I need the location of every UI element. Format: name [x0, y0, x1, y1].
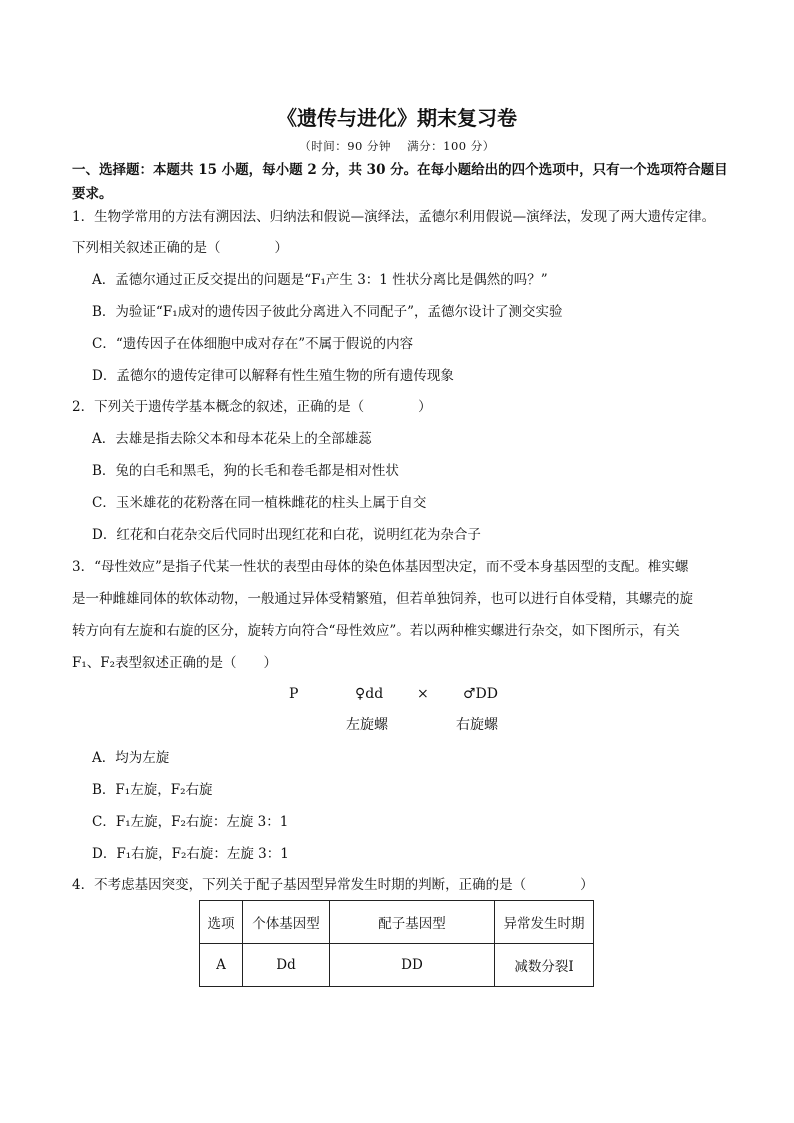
table-cell: DD	[330, 944, 495, 987]
q4-stem: 4．不考虑基因突变，下列关于配子基因型异常发生时期的判断，正确的是（ ）	[72, 877, 594, 893]
exam-title: 《遗传与进化》期末复习卷	[277, 106, 517, 130]
q1-option-a: A．孟德尔通过正反交提出的问题是“F₁产生 3：1 性状分离比是偶然的吗？”	[92, 272, 548, 288]
q3-option-c: C．F₁左旋，F₂右旋：左旋 3：1	[92, 814, 289, 830]
exam-subtitle: （时间：90 分钟 满分：100 分）	[299, 139, 495, 153]
table-header-cell: 个体基因型	[243, 901, 330, 944]
q3-option-d: D．F₁右旋，F₂右旋：左旋 3：1	[92, 846, 289, 862]
q3-option-a: A．均为左旋	[92, 750, 170, 766]
table-row	[200, 944, 594, 987]
q1-stem-line-1: 1．生物学常用的方法有溯因法、归纳法和假说—演绎法，孟德尔利用假说—演绎法，发现了两大遗传定律。	[72, 209, 716, 225]
q2-option-b: B．兔的白毛和黑毛，狗的长毛和卷毛都是相对性状	[92, 463, 399, 479]
table-cell: 减数分裂Ⅰ	[495, 944, 594, 987]
table-header-cell: 异常发生时期	[495, 901, 594, 944]
cross-male-genotype: ♂DD	[463, 686, 498, 702]
cross-times-sign: ×	[417, 686, 429, 702]
q2-stem: 2．下列关于遗传学基本概念的叙述，正确的是（ ）	[72, 399, 432, 415]
cross-female-genotype: ♀dd	[355, 686, 384, 702]
table-cell: Dd	[243, 944, 330, 987]
q3-stem-line-3: 转方向有左旋和右旋的区分，旋转方向符合“母性效应”。若以两种椎实螺进行杂交，如下图所示，有关	[72, 623, 680, 639]
table-cell: A	[200, 944, 243, 987]
cross-male-label: 右旋螺	[456, 717, 498, 733]
table-header-cell: 配子基因型	[330, 901, 495, 944]
q1-option-d: D．孟德尔的遗传定律可以解释有性生殖生物的所有遗传现象	[92, 368, 454, 384]
q1-option-b: B．为验证“F₁成对的遗传因子彼此分离进入不同配子”，孟德尔设计了测交实验	[92, 304, 563, 320]
q3-option-b: B．F₁左旋，F₂右旋	[92, 782, 213, 798]
q3-stem-line-4: F₁、F₂表型叙述正确的是（ ）	[72, 655, 278, 671]
q3-stem-line-1: 3．“母性效应”是指子代某一性状的表型由母体的染色体基因型决定，而不受本身基因型的支配。椎实螺	[72, 559, 689, 575]
cross-generation-p: P	[289, 686, 299, 702]
q2-option-d: D．红花和白花杂交后代同时出现红花和白花，说明红花为杂合子	[92, 527, 481, 543]
table-header-row	[200, 901, 594, 944]
q1-stem-line-2: 下列相关叙述正确的是（ ）	[72, 240, 288, 256]
section-heading: 一、选择题：本题共 15 小题，每小题 2 分，共 30 分。在每小题给出的四个选项中，只有一个选项符合题目要求。	[72, 162, 728, 202]
q1-option-c: C．“遗传因子在体细胞中成对存在”不属于假说的内容	[92, 336, 414, 352]
cross-female-label: 左旋螺	[346, 717, 388, 733]
q2-option-c: C．玉米雄花的花粉落在同一植株雌花的柱头上属于自交	[92, 495, 427, 511]
q2-option-a: A．去雄是指去除父本和母本花朵上的全部雄蕊	[92, 431, 372, 447]
q4-table	[199, 900, 594, 987]
table-header-cell: 选项	[200, 901, 243, 944]
q3-stem-line-2: 是一种雌雄同体的软体动物，一般通过异体受精繁殖，但若单独饲养，也可以进行自体受精，其螺壳的旋	[72, 591, 693, 607]
